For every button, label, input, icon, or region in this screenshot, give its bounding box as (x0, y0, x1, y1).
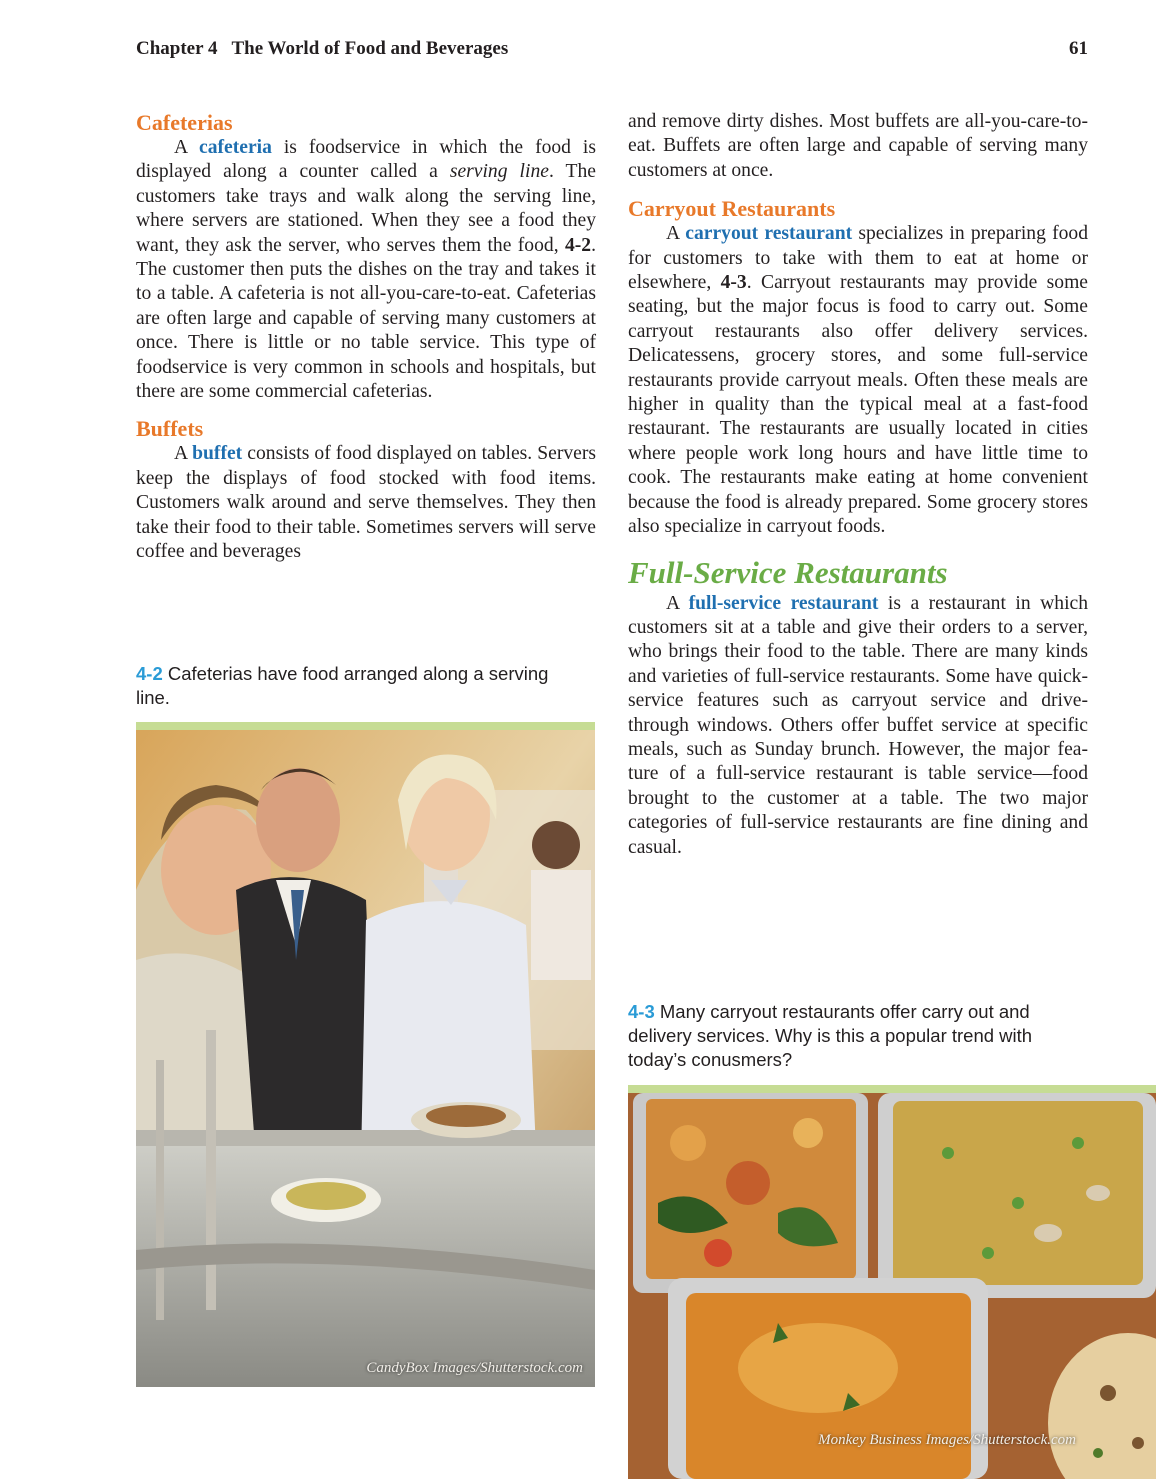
text-run: A (666, 592, 689, 614)
figure-reference: 4-3 (720, 272, 747, 294)
figure-rule (628, 1085, 1156, 1093)
carryout-illustration (628, 1093, 1156, 1479)
left-column (136, 110, 596, 1376)
figure-4-3-caption (628, 1000, 1088, 1072)
figure-4-3 (628, 1085, 1156, 1479)
figure-4-2 (136, 722, 595, 1387)
right-column (628, 110, 1089, 1448)
carryout-paragraph (628, 222, 1088, 539)
term-full-service-restaurant: full-service restaurant (688, 592, 879, 614)
carryout-heading: Carryout Restaurants (628, 196, 836, 222)
term-buffet: buffet (192, 443, 243, 465)
text-run: is foodservice in which the food is displayed along a counter called a (136, 137, 596, 183)
full-service-heading: Full-Service Restaurants (628, 554, 948, 590)
buffets-paragraph (136, 442, 596, 564)
cafeteria-photo (136, 730, 595, 1387)
page-number: 61 (1069, 38, 1088, 59)
photo-credit: Monkey Business Images/Shutterstock.com (818, 1432, 1076, 1448)
text-run: . Carryout restaurants may provide some seating, but the major focus is food to carry out. Some carryout restaurants also offer delivery services. Delicatessens, grocery stores, and some full-service restaurants provide carryout meals. Often these meals are higher in quality than the typical meal at a fast-food restaurant. The restaurants are usually located in cities where people work long hours and have little time to cook. The restaurants make eating at home convenient because the food is already prepared. Some grocery stores also specialize in carryout foods. (628, 272, 1089, 538)
term-cafeteria: cafeteria (199, 137, 272, 158)
buffets-continued-paragraph: and remove dirty dishes. Most buffets are all-you-care-to-eat. Buffets are often large and capable of serving many customers at once. (628, 111, 1088, 181)
buffets-heading: Buffets (136, 416, 204, 442)
figure-number: 4-3 (628, 1001, 655, 1022)
figure-reference: 4-2 (564, 234, 592, 256)
text-run: A (666, 223, 686, 245)
cafeterias-heading: Cafeterias (136, 110, 233, 135)
cafeterias-paragraph (136, 136, 596, 404)
text-run: A (174, 443, 193, 465)
chapter-title: The World of Food and Beverages (231, 38, 509, 59)
running-header (136, 38, 1088, 66)
text-run: . The customers take trays and walk along the serving line, where servers are stationed. When they see a food they want, they ask the server, who serves them the food, (136, 161, 596, 256)
text-run: consists of food displayed on tables. Servers keep the displays of food stocked with food items. Customers walk around and serve themselves. They then take their food to their table. Sometimes servers will serve coffee and beverages (136, 443, 596, 563)
cafeteria-illustration (136, 730, 595, 1387)
full-service-paragraph (628, 592, 1088, 860)
chapter-number: Chapter 4 (136, 38, 218, 59)
photo-credit: CandyBox Images/Shutterstock.com (366, 1360, 583, 1376)
italic-term: serving line (449, 161, 549, 183)
text-run: . The customer then puts the dishes on the tray and takes it to a table. A cafeteria is not all-you-care-to-eat. Cafeterias are often large and capable of serving many customers at once. There is little or no table service. This type of foodservice is very common in schools and hospitals, but there are some commercial cafeterias. (136, 234, 596, 403)
figure-4-2-caption (136, 662, 556, 710)
text-run: A (174, 137, 200, 158)
figure-rule (136, 722, 595, 730)
text-run: is a restaurant in which customers sit at a table and give their orders to a server, who brings their food to the table. There are many kinds and varieties of full-service restaurants. Some have quick-service features such as carryout service and drive-through windows. Others offer buffet service at specific meals, such as Sunday brunch. However, the major feature of a full-service restaurant is table service—food brought to the customer at a table. The two major categories of full-service restaurants are fine dining and casual. (628, 592, 1089, 858)
carryout-photo (628, 1093, 1156, 1479)
caption-text: Cafeterias have food arranged along a serving line. (136, 663, 549, 708)
caption-text: Many carryout restaurants offer carry out and delivery services. Why is this a popular trend with today’s conusmers? (628, 1001, 1033, 1070)
chapter-label (136, 38, 508, 60)
term-carryout-restaurant: carryout restaurant (685, 223, 853, 245)
figure-number: 4-2 (136, 663, 163, 684)
text-run: specializes in preparing food for customers to take with them to eat at home or elsewhere, (628, 223, 1088, 294)
